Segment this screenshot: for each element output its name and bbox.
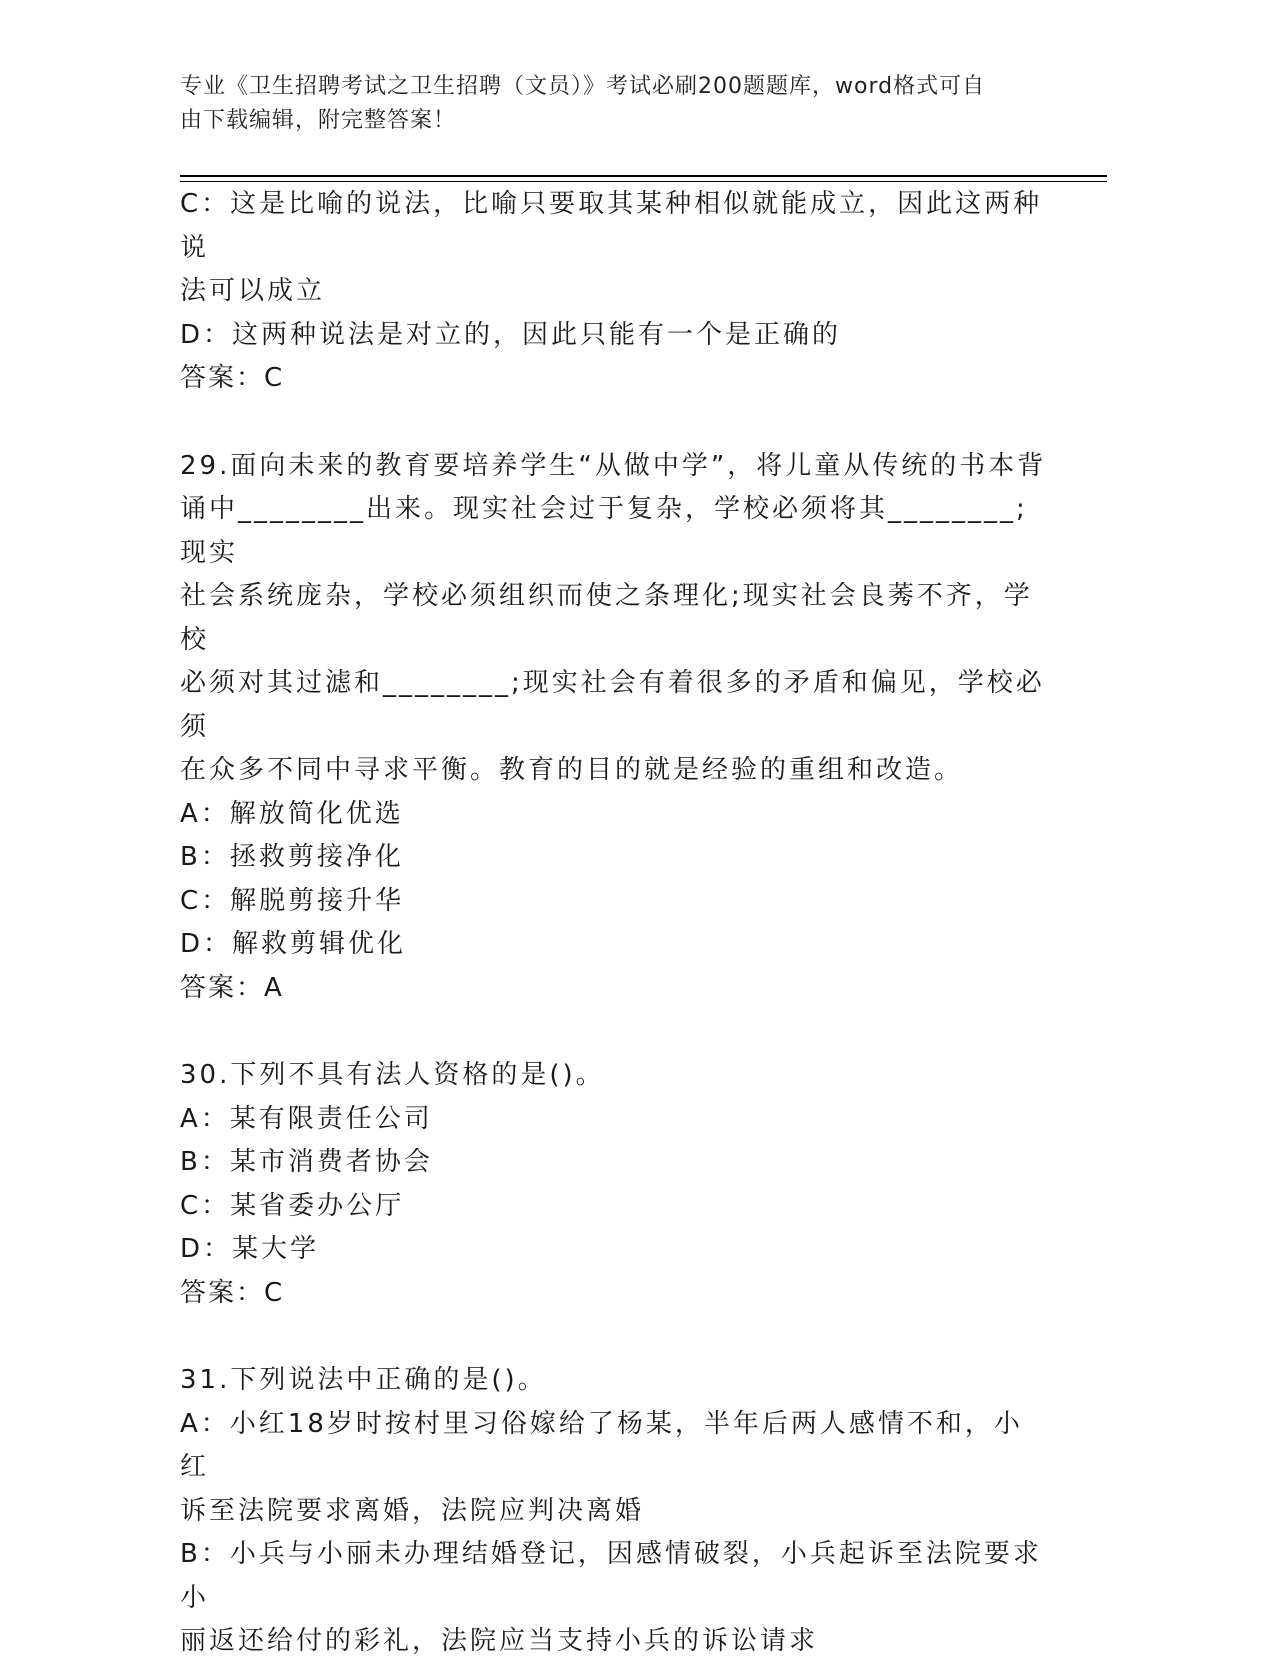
option-b: B：拯救剪接净化 — [180, 842, 404, 872]
question-stem: 30.下列不具有法人资格的是()。 — [180, 1060, 605, 1090]
option-c: C：某省委办公厅 — [180, 1190, 405, 1221]
option-a-line-1: A：小红18岁时按村里习俗嫁给了杨某，半年后两人感情不和，小红 — [180, 1408, 1023, 1482]
question-31 — [180, 1359, 1050, 1664]
question-stem-line-5: 在众多不同中寻求平衡。教育的目的就是经验的重组和改造。 — [180, 755, 964, 785]
question-stem-line-4: 必须对其过滤和________;现实社会有着很多的矛盾和偏见，学校必须 — [180, 668, 1045, 742]
document-header — [180, 70, 1040, 138]
answer: 答案：C — [180, 363, 285, 393]
header-divider-thin — [180, 181, 1107, 182]
question-content — [180, 183, 1050, 1664]
header-title-line-2: 由下载编辑，附完整答案！ — [180, 108, 457, 133]
question-29 — [180, 445, 1050, 1011]
question-stem-line-3: 社会系统庞杂，学校必须组织而使之条理化;现实社会良莠不齐，学校 — [180, 581, 1033, 655]
option-b: B：某市消费者协会 — [180, 1147, 433, 1177]
question-28-continuation — [180, 183, 1050, 401]
question-stem: 31.下列说法中正确的是()。 — [180, 1365, 547, 1395]
option-b-line-2: 丽返还给付的彩礼，法院应当支持小兵的诉讼请求 — [180, 1626, 819, 1656]
question-stem-line-2: 诵中________出来。现实社会过于复杂，学校必须将其________;现实 — [180, 494, 1028, 568]
header-title-line-1: 专业《卫生招聘考试之卫生招聘（文员）》考试必刷200题题库，word格式可自 — [180, 74, 986, 99]
question-stem-line-1: 29.面向未来的教育要培养学生“从做中学”，将儿童从传统的书本背 — [180, 450, 1047, 481]
header-divider-thick — [180, 175, 1107, 177]
option-d: D：某大学 — [180, 1234, 320, 1264]
answer: 答案：C — [180, 1277, 285, 1308]
option-d: D：解救剪辑优化 — [180, 929, 407, 959]
option-c: C：解脱剪接升华 — [180, 885, 405, 916]
option-a-line-2: 诉至法院要求离婚，法院应判决离婚 — [180, 1495, 645, 1526]
question-30 — [180, 1054, 1050, 1315]
option-c-line-2: 法可以成立 — [180, 276, 326, 306]
option-a: A：解放简化优选 — [180, 798, 404, 829]
option-d: D：这两种说法是对立的，因此只能有一个是正确的 — [180, 319, 842, 350]
option-b-line-1: B：小兵与小丽未办理结婚登记，因感情破裂，小兵起诉至法院要求小 — [180, 1539, 1042, 1613]
option-a: A：某有限责任公司 — [180, 1103, 433, 1134]
spacer — [180, 401, 1050, 445]
answer: 答案：A — [180, 972, 284, 1003]
spacer — [180, 1315, 1050, 1359]
spacer — [180, 1010, 1050, 1054]
option-c-line-1: C：这是比喻的说法，比喻只要取其某种相似就能成立，因此这两种说 — [180, 189, 1043, 263]
